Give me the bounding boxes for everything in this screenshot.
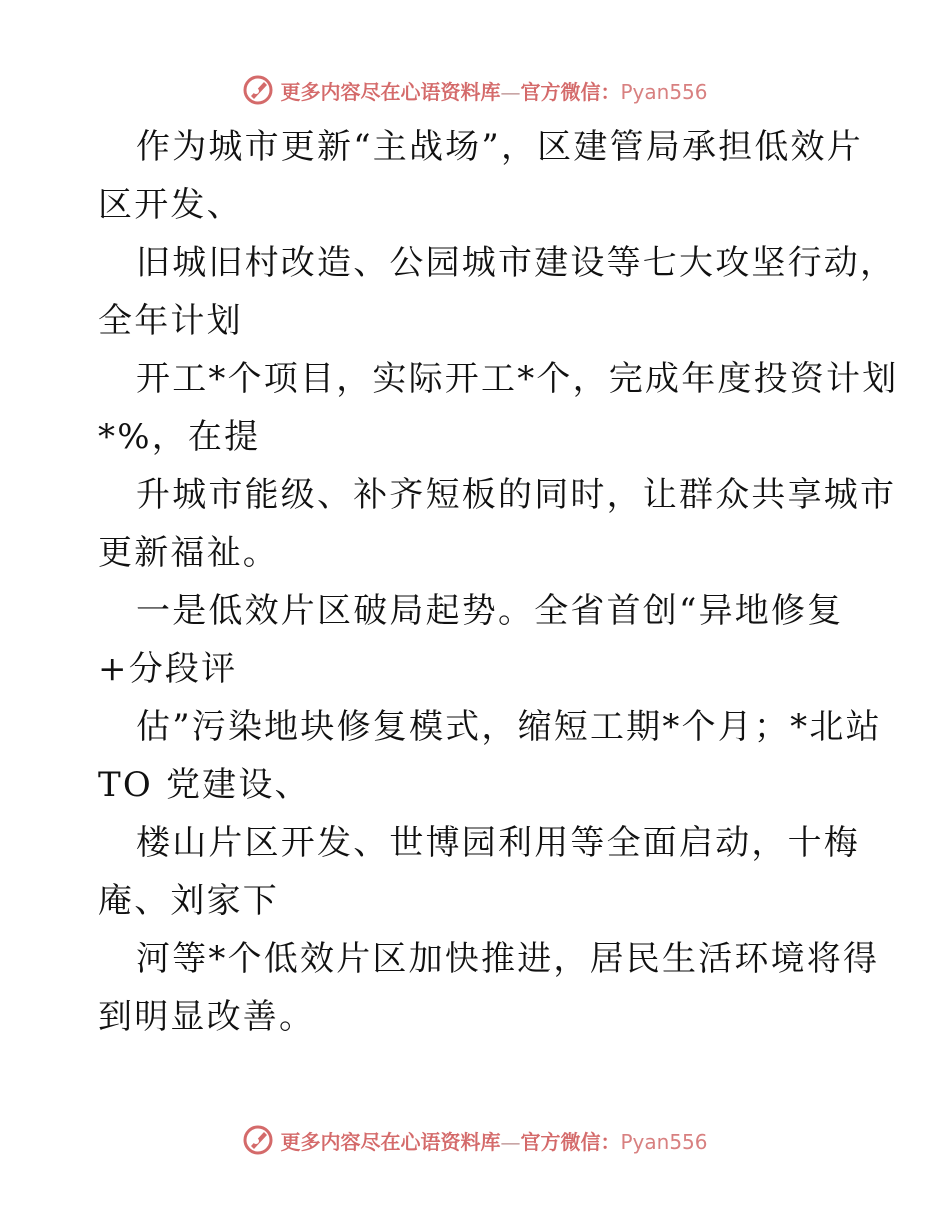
footer-label-text: 官方微信： <box>520 1129 621 1154</box>
body-line: TO 党建设、 <box>98 765 311 805</box>
body-line: 旧城旧村改造、公园城市建设等七大攻坚行动， <box>136 243 897 283</box>
body-line: 区开发、 <box>98 185 243 225</box>
body-line: +分段评 <box>98 649 238 689</box>
brand-logo-icon <box>242 1124 274 1156</box>
body-line: *%，在提 <box>98 417 261 457</box>
body-line: 更新福祉。 <box>98 533 279 573</box>
body-line: 河等*个低效片区加快推进，居民生活环境将得 <box>136 939 880 979</box>
body-line: 庵、刘家下 <box>98 881 279 921</box>
header-wechat-id: Pyan556 <box>620 79 708 104</box>
brand-logo-icon <box>242 74 274 106</box>
header-label-text: 官方微信： <box>520 79 621 104</box>
body-line: 估”污染地块修复模式，缩短工期*个月；*北站 <box>136 707 882 747</box>
document-body <box>98 118 899 1046</box>
body-line: 楼山片区开发、世博园利用等全面启动，十梅 <box>136 823 860 863</box>
footer-banner <box>0 1120 950 1160</box>
body-line: 到明显改善。 <box>98 997 316 1037</box>
footer-dash: — <box>500 1129 521 1154</box>
footer-wechat-id: Pyan556 <box>620 1129 708 1154</box>
body-line: 升城市能级、补齐短板的同时，让群众共享城市 <box>136 475 897 515</box>
header-banner <box>0 70 950 110</box>
header-dash: — <box>500 79 521 104</box>
body-line: 作为城市更新“主战场”，区建管局承担低效片 <box>136 127 863 167</box>
body-line: 全年计划 <box>98 301 243 341</box>
header-main-text: 更多内容尽在心语资料库 <box>280 79 501 104</box>
footer-banner-text <box>280 1126 707 1155</box>
header-banner-text <box>280 76 707 105</box>
footer-main-text: 更多内容尽在心语资料库 <box>280 1129 501 1154</box>
body-line: 一是低效片区破局起势。全省首创“异地修复 <box>136 591 844 631</box>
body-line: 开工*个项目，实际开工*个，完成年度投资计划 <box>136 359 899 399</box>
